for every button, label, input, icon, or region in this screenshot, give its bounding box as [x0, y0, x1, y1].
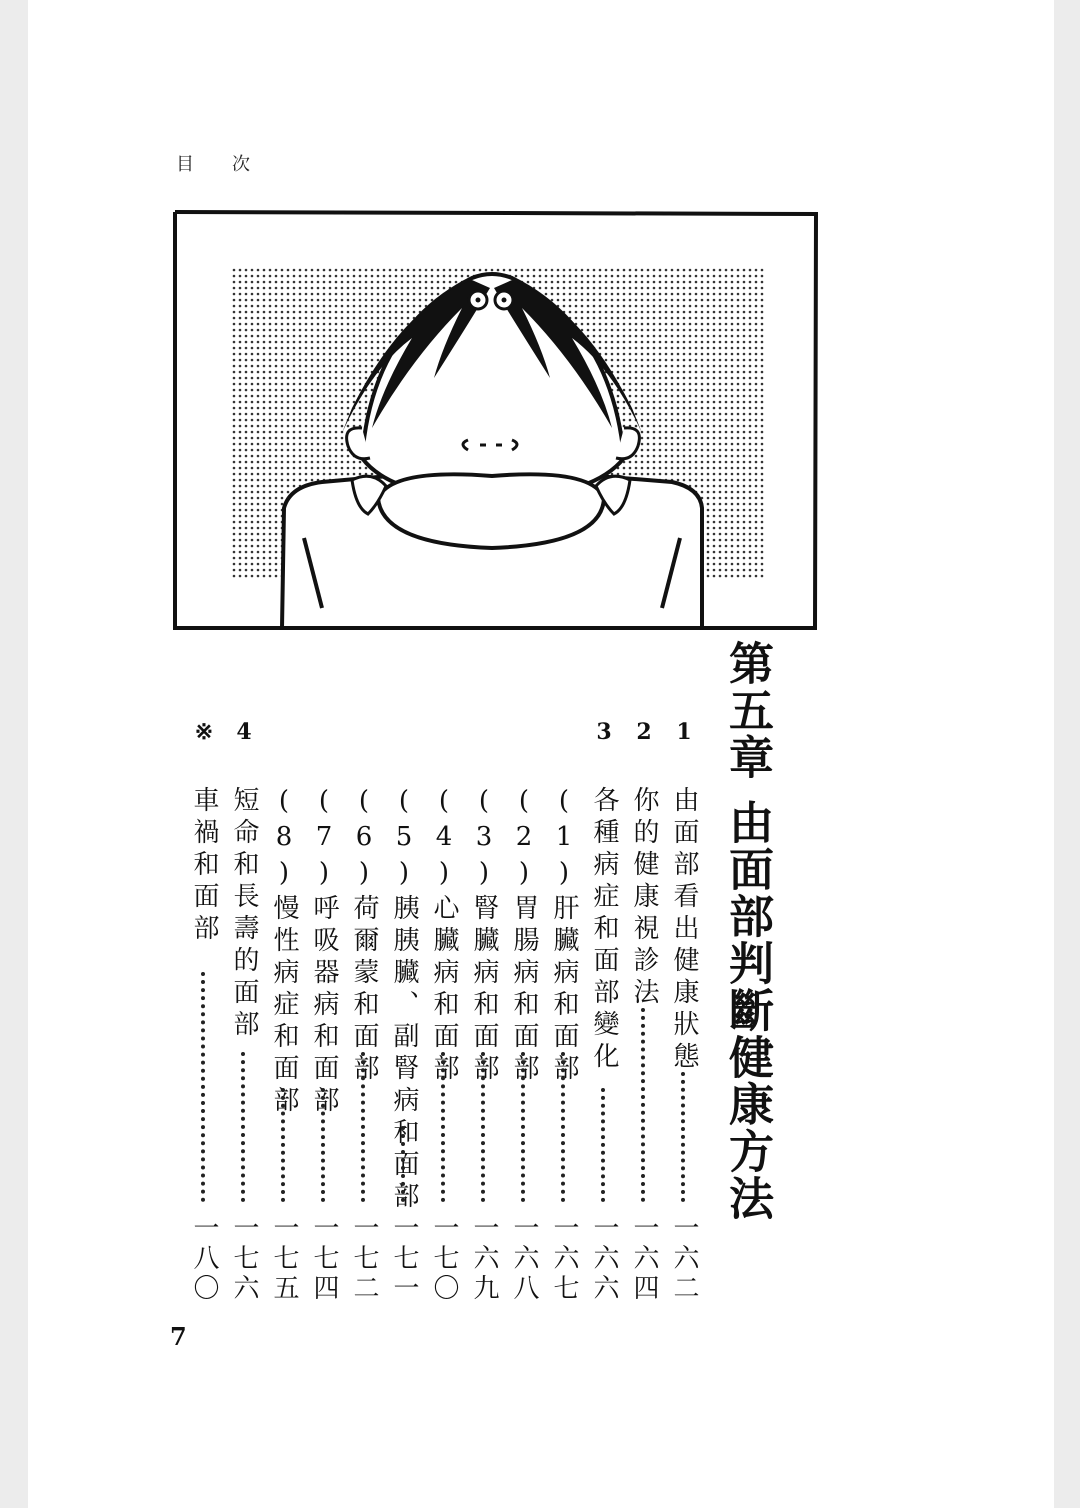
dot-leader: [361, 1052, 371, 1202]
toc-entry-number: 2: [636, 719, 652, 745]
dot-leader: [241, 1052, 251, 1202]
toc-entry-sub-7[interactable]: [304, 712, 344, 1312]
toc-entry-title: (4)心臟病和面部: [429, 786, 459, 1086]
dot-leader: [201, 972, 211, 1202]
dot-leader: [321, 1088, 331, 1202]
toc-entry-page: 一七二: [349, 1214, 379, 1304]
dot-leader: [441, 1052, 451, 1202]
toc-entry-page: 一八〇: [189, 1214, 219, 1304]
toc-entry-page: 一七四: [309, 1214, 339, 1304]
cartoon-illustration: [172, 208, 820, 636]
toc-entry-2[interactable]: [624, 712, 664, 1312]
dot-leader: [401, 1126, 411, 1202]
dot-leader: [601, 1088, 611, 1202]
toc-entry-page: 一六七: [549, 1214, 579, 1304]
toc-entry-title: (8)慢性病症和面部: [269, 786, 299, 1118]
toc-entry-3[interactable]: [584, 712, 624, 1312]
toc-entry-sub-3[interactable]: [464, 712, 504, 1312]
dot-leader: [561, 1052, 571, 1202]
chapter-title: 第五章 由面部判斷健康方法: [721, 640, 774, 1222]
toc-entry-title: (6)荷爾蒙和面部: [349, 786, 379, 1086]
toc-entry-page: 一六九: [469, 1214, 499, 1304]
page-number: 7: [170, 1322, 187, 1351]
toc-entry-page: 一六二: [669, 1214, 699, 1304]
running-header: 目次: [176, 154, 288, 175]
toc-entry-page: 一七六: [229, 1214, 259, 1304]
toc-entry-sub-6[interactable]: [344, 712, 384, 1312]
toc-entry-sub-1[interactable]: [544, 712, 584, 1312]
toc-entry-title: 你的健康視診法: [629, 786, 659, 1010]
toc-entry-sub-4[interactable]: [424, 712, 464, 1312]
toc-entry-title: (2)胃腸病和面部: [509, 786, 539, 1086]
toc-entry-number: ※: [194, 719, 214, 745]
toc-entry-title: (1)肝臟病和面部: [549, 786, 579, 1086]
dot-leader: [641, 1008, 651, 1202]
toc-entry-title: (7)呼吸器病和面部: [309, 786, 339, 1118]
dot-leader: [281, 1088, 291, 1202]
toc-entry-sub-5[interactable]: [384, 712, 424, 1312]
toc-entry-title: 車禍和面部: [189, 786, 219, 946]
toc-entry-note[interactable]: [184, 712, 224, 1312]
dot-leader: [481, 1052, 491, 1202]
toc-entry-number: 1: [676, 719, 692, 745]
dot-leader: [521, 1052, 531, 1202]
toc-entry-sub-8[interactable]: [264, 712, 304, 1312]
toc-entry-title: (5)胰胰臟、副腎病和面部: [389, 786, 419, 1214]
toc-entry-title: (3)腎臟病和面部: [469, 786, 499, 1086]
toc-entry-page: 一七一: [389, 1214, 419, 1304]
toc-entry-page: 一七〇: [429, 1214, 459, 1304]
toc-entry-4[interactable]: [224, 712, 264, 1312]
dot-leader: [681, 1072, 691, 1202]
toc-entry-title: 短命和長壽的面部: [229, 786, 259, 1042]
toc-entry-sub-2[interactable]: [504, 712, 544, 1312]
toc-entry-page: 一六八: [509, 1214, 539, 1304]
toc-entry-title: 各種病症和面部變化: [589, 786, 619, 1074]
toc-entry-number: 4: [236, 719, 252, 745]
toc-entry-number: 3: [596, 719, 612, 745]
toc-entry-page: 一六四: [629, 1214, 659, 1304]
toc-entry-1[interactable]: [664, 712, 704, 1312]
toc-entry-title: 由面部看出健康狀態: [669, 786, 699, 1074]
toc-entry-page: 一六六: [589, 1214, 619, 1304]
table-of-contents: [180, 712, 710, 1312]
toc-entry-page: 一七五: [269, 1214, 299, 1304]
